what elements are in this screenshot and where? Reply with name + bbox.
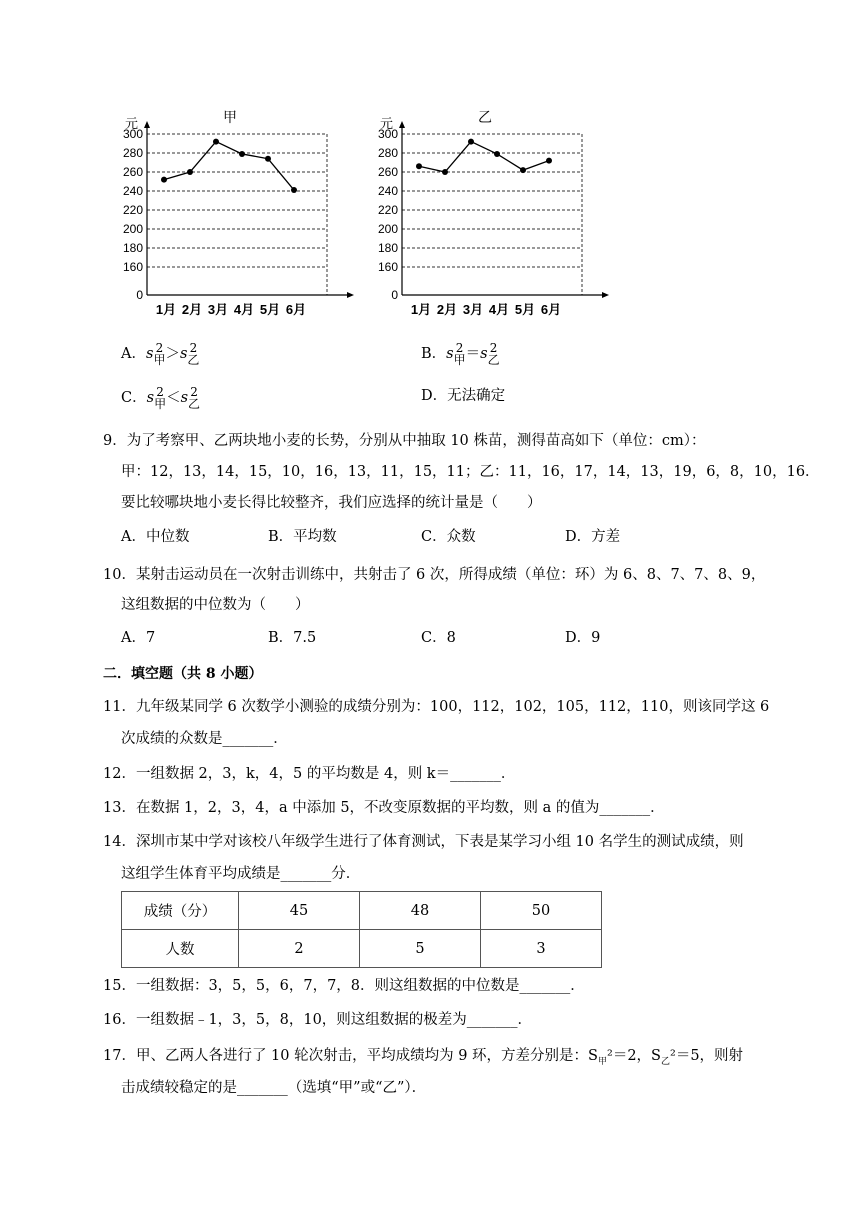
chart-yi <box>370 108 615 323</box>
q9-option-d: D．方差 <box>565 529 621 545</box>
y-tick-label: 220 <box>122 203 143 217</box>
q14-line1: 14．深圳市某中学对该校八年级学生进行了体育测试，下表是某学习小组 10 名学生的测试成绩，则 <box>103 834 744 850</box>
q9-option-c: C．众数 <box>421 529 476 545</box>
x-tick-label: 1月 <box>155 302 177 317</box>
x-tick-label: 6月 <box>540 302 562 317</box>
data-point <box>239 151 245 157</box>
table-cell: 人数 <box>122 930 239 968</box>
x-tick-label: 1月 <box>410 302 432 317</box>
data-point <box>187 169 193 175</box>
table-cell: 2 <box>239 930 360 968</box>
q15: 15．一组数据：3，5，5，6，7，7，8．则这组数据的中位数是_______． <box>103 978 585 994</box>
y-tick-label: 240 <box>122 184 143 198</box>
table-cell: 3 <box>481 930 602 968</box>
x-axis-arrow <box>347 292 354 298</box>
y-axis-label: 元 <box>380 116 394 131</box>
y-tick-label: 280 <box>377 146 398 160</box>
x-tick-label: 3月 <box>207 302 229 317</box>
y-tick-label: 260 <box>377 165 398 179</box>
table-header-cell: 成绩（分） <box>122 892 239 930</box>
q10-option-b: B．7.5 <box>268 630 317 646</box>
q9-option-a: A．中位数 <box>121 529 190 545</box>
y-tick-label: 180 <box>377 241 398 255</box>
score-table <box>121 891 602 968</box>
y-tick-label: 260 <box>122 165 143 179</box>
y-tick-label: 280 <box>122 146 143 160</box>
data-point <box>265 156 271 162</box>
q10-option-c: C．8 <box>421 630 456 646</box>
table-cell: 5 <box>360 930 481 968</box>
x-tick-label: 2月 <box>436 302 458 317</box>
q11-line2: 次成绩的众数是_______． <box>121 731 288 747</box>
q8-option-d: D．无法确定 <box>421 388 506 404</box>
q10-line1: 10．某射击运动员在一次射击训练中，共射击了 6 次，所得成绩（单位：环）为 6、8、7、7、8、9， <box>103 567 766 583</box>
section-title: 二．填空题（共 8 小题） <box>103 666 263 682</box>
y-tick-label: 200 <box>377 222 398 236</box>
q8-option-c: C．s 2 甲＜s 2 乙 <box>121 385 201 411</box>
series-line <box>164 142 294 190</box>
data-point <box>416 163 422 169</box>
q17-line2: 击成绩较稳定的是_______（选填“甲”或“乙”）． <box>121 1080 427 1096</box>
data-point <box>494 151 500 157</box>
y-tick-label: 0 <box>136 288 143 302</box>
q11-line1: 11．九年级某同学 6 次数学小测验的成绩分别为：100，112，102，105，112，110，则该同学这 6 <box>103 699 770 715</box>
x-tick-label: 5月 <box>514 302 536 317</box>
table-header-cell: 45 <box>239 892 360 930</box>
series-line <box>419 142 549 172</box>
q9-line2: 甲：12，13，14，15，10，16，13，11，15，11；乙：11，16，17，14，13，19，6，8，10，16． <box>121 464 820 480</box>
data-point <box>546 158 552 164</box>
chart-jia <box>115 108 360 323</box>
q9-line3: 要比较哪块地小麦长得比较整齐，我们应选择的统计量是（ ） <box>121 495 542 511</box>
data-point <box>468 139 474 145</box>
y-tick-label: 300 <box>122 127 143 141</box>
data-point <box>442 169 448 175</box>
q10-option-a: A．7 <box>121 630 156 646</box>
q10-line2: 这组数据的中位数为（ ） <box>121 597 310 613</box>
x-tick-label: 4月 <box>233 302 255 317</box>
x-tick-label: 2月 <box>181 302 203 317</box>
q8-option-a: A．s 2 甲＞s 2 乙 <box>121 341 200 367</box>
x-tick-label: 3月 <box>462 302 484 317</box>
x-tick-label: 6月 <box>285 302 307 317</box>
chart-title: 甲 <box>223 109 237 125</box>
x-tick-label: 5月 <box>259 302 281 317</box>
table-header-cell: 48 <box>360 892 481 930</box>
y-axis-arrow <box>399 121 405 128</box>
x-tick-label: 4月 <box>488 302 510 317</box>
table-header-cell: 50 <box>481 892 602 930</box>
y-tick-label: 300 <box>377 127 398 141</box>
y-tick-label: 160 <box>122 260 143 274</box>
q9-line1: 9．为了考察甲、乙两块地小麦的长势，分别从中抽取 10 株苗，测得苗高如下（单位：cm）： <box>103 433 706 449</box>
y-axis-arrow <box>144 121 150 128</box>
y-tick-label: 0 <box>391 288 398 302</box>
y-tick-label: 200 <box>122 222 143 236</box>
y-tick-label: 220 <box>377 203 398 217</box>
y-tick-label: 240 <box>377 184 398 198</box>
q12: 12．一组数据 2，3，k，4，5 的平均数是 4，则 k＝_______． <box>103 766 516 782</box>
y-tick-label: 160 <box>377 260 398 274</box>
data-point <box>161 177 167 183</box>
x-axis-arrow <box>602 292 609 298</box>
data-point <box>213 139 219 145</box>
data-point <box>520 167 526 173</box>
data-point <box>291 187 297 193</box>
q14-line2: 这组学生体育平均成绩是_______分． <box>121 866 361 882</box>
q13: 13．在数据 1，2，3，4，a 中添加 5，不改变原数据的平均数，则 a 的值为_______． <box>103 800 665 816</box>
chart-title: 乙 <box>478 109 492 125</box>
q17-line1: 17．甲、乙两人各进行了 10 轮次射击，平均成绩均为 9 环，方差分别是：$S_甲^2=2$，$S_乙^2=5$，则射 <box>103 1048 744 1067</box>
q8-option-b: B．s 2 甲＝s 2 乙 <box>421 341 500 367</box>
y-tick-label: 180 <box>122 241 143 255</box>
q9-option-b: B．平均数 <box>268 529 337 545</box>
q16: 16．一组数据﹣1，3，5，8，10，则这组数据的极差为_______． <box>103 1012 533 1028</box>
q10-option-d: D．9 <box>565 630 601 646</box>
y-axis-label: 元 <box>125 116 139 131</box>
